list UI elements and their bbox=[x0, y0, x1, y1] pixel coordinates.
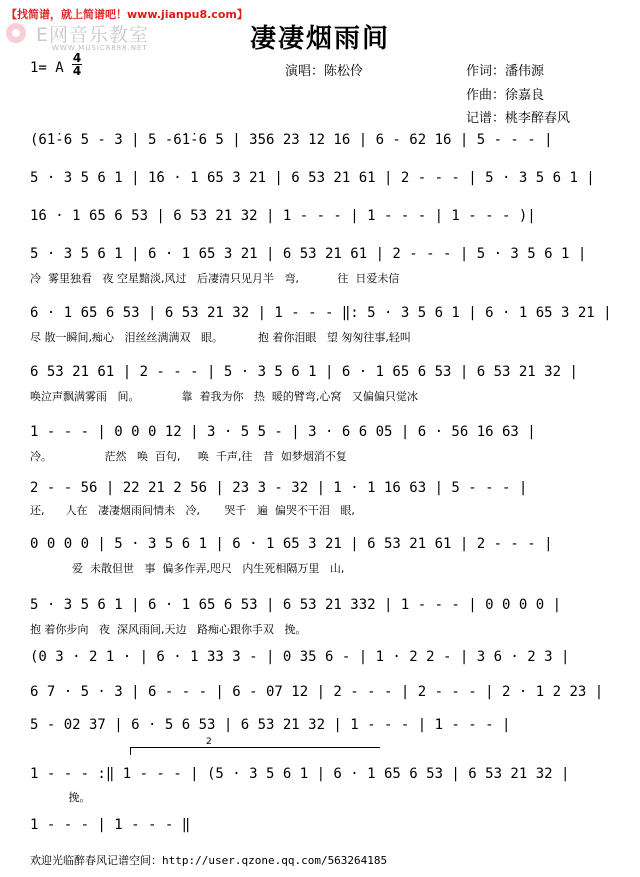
lyric-line: 冷 雾里独看 夜 空星黯淡,风过 后凄清只见月半 弯, 往 日爱未信 bbox=[30, 272, 400, 285]
time-signature-bottom: 4 bbox=[72, 64, 82, 78]
lyricist-credit: 作词：潘伟源 bbox=[466, 64, 545, 79]
logo-subtext: WWW.MUSIC8888.NET bbox=[52, 44, 148, 52]
song-title: 凄凄烟雨间 bbox=[249, 24, 390, 54]
notation-line: (0 3 · 2 1 · | 6 · 1 33 3 - | 0 35 6 - | 1 · 2 2 - | 3 6 · 2 3 | bbox=[30, 649, 570, 665]
notation-line: 0 0 0 0 | 5 · 3 5 6 1 | 6 · 1 65 3 21 | 6 53 21 61 | 2 - - - | bbox=[30, 536, 553, 552]
lyric-line: 挽。 bbox=[30, 791, 91, 804]
notation-line: 5 · 3 5 6 1 | 1̇6 · 1 65 3 21 | 6 53 21 61 | 2 - - - | 5 · 3 5 6 1 | bbox=[30, 170, 595, 186]
notation-line: 5 · 3 5 6 1 | 6 · 1 65 6 53 | 6 53 21 332 | 1 - - - | 0 0 0 0 | bbox=[30, 597, 562, 613]
lyric-line: 尽 散一瞬间,痴心 泪丝丝满满双 眼。 抱 着你泪眼 望 匆匆往事,轻叫 bbox=[30, 331, 411, 344]
lyric-line: 唤泣声飘满雾雨 间。 靠 着我为你 热 暖的臂弯,心窝 又偏偏只觉冰 bbox=[30, 390, 418, 403]
time-signature bbox=[72, 52, 82, 77]
lyric-line: 还, 人在 凄凄烟雨间情未 冷, 哭千 遍 偏哭不干泪 眼, bbox=[30, 504, 355, 517]
logo-text: E网音乐教室 bbox=[36, 24, 150, 46]
notation-line: 1̇6 · 1 65 6 53 | 6 53 21 32 | 1 - - - | 1 - - - | 1 - - - )| bbox=[30, 208, 536, 224]
volta-tick bbox=[130, 747, 131, 755]
volta-number: 2 bbox=[206, 737, 212, 747]
key-signature: 1= A bbox=[30, 60, 64, 76]
notation-line: 1 - - - :‖ 1 - - - | (5 · 3 5 6 1 | 6 · 1 65 6 53 | 6 53 21 32 | bbox=[30, 766, 570, 782]
notation-line: 2 - - 56 | 22 21 2 56 | 23 3 - 32 | 1 · 1 16 63 | 5 - - - | bbox=[30, 480, 528, 496]
lyric-line: 爱 未散但世 事 偏多作弄,咫尺 内生死相隔万里 山, bbox=[30, 562, 345, 575]
notation-line: 6 7 · 5 · 3 | 6 - - - | 6 - 07 12 | 2 - - - | 2 - - - | 2 · 1 2 23 | bbox=[30, 684, 604, 700]
notation-line: 1 - - - | 0 0 0 12 | 3 · 5 5 - | 3 · 6 6 05 | 6 · 56 16 63 | bbox=[30, 424, 536, 440]
lyric-line: 冷。 茫然 唤 百句, 唤 千声,往 昔 如梦烟消不复 bbox=[30, 450, 347, 463]
footer-link[interactable]: 欢迎光临醉春风记谱空间：http://user.qzone.qq.com/563264185 bbox=[30, 854, 388, 867]
notation-line: 5 - 02 37 | 6 · 5 6 53 | 6 53 21 32 | 1 - - - | 1 - - - | bbox=[30, 717, 511, 733]
transcriber-credit: 记谱：桃李醉春风 bbox=[466, 111, 571, 126]
notation-line: (6̇1̇-6 5 - 3 | 5 -6̇1̇-6 5 | 356 23 12 16 | 6 - 62 16 | 5 - - - | bbox=[30, 132, 553, 148]
time-signature-top: 4 bbox=[72, 51, 82, 65]
composer-credit: 作曲：徐嘉良 bbox=[466, 88, 545, 103]
notation-line: 6 · 1 65 6 53 | 6 53 21 32 | 1 - - - ‖: 5 · 3 5 6 1 | 6 · 1 65 3 21 | bbox=[30, 305, 612, 321]
volta-bracket bbox=[130, 747, 380, 748]
site-banner[interactable]: 【找简谱，就上简谱吧！www.jianpu8.com】 bbox=[6, 8, 248, 21]
lyric-line: 抱 着你步向 夜 深风雨间,天边 路痴心跟你手双 挽。 bbox=[30, 623, 307, 636]
notation-line: 6 53 21 61 | 2 - - - | 5 · 3 5 6 1 | 6 · 1 65 6 53 | 6 53 21 32 | bbox=[30, 364, 578, 380]
notation-line: 5 · 3 5 6 1 | 6 · 1 65 3 21 | 6 53 21 61 | 2 - - - | 5 · 3 5 6 1 | bbox=[30, 246, 587, 262]
singer-credit: 演唱：陈松伶 bbox=[285, 64, 364, 79]
notation-line: 1 - - - | 1 - - - ‖ bbox=[30, 817, 191, 833]
